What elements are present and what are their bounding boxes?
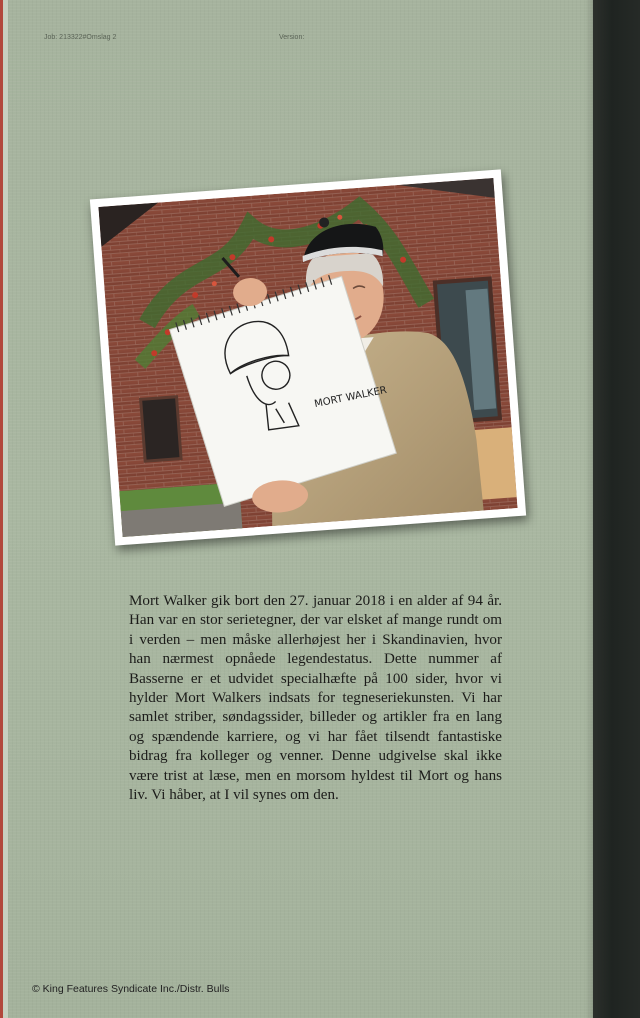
copyright-notice: © King Features Syndicate Inc./Distr. Bulls xyxy=(32,983,230,995)
magazine-spine xyxy=(593,0,640,1018)
print-job-label: Job: 213322#Omslag 2 xyxy=(44,34,117,41)
spine-shadow xyxy=(585,0,593,1018)
tribute-paragraph: Mort Walker gik bort den 27. januar 2018 i en alder af 94 år. Han var en stor serietegner, der var elsket af mange rundt om i verden – men måske allerhøjest her i Skandinavien, hvor han nærmest opnåede legendestatus. Dette nummer af Basserne er et udvidet specialhæfte på 100 sider, hvor vi hylder Mort Walkers indsats for tegneseriekunsten. Vi har samlet striber, søndagssider, billeder og artikler fra en lang og spændende karriere, og vi har fået tilsendt fantastiske bidrag fra kolleger og venner. Denne udgivelse skal ikke være trist at læse, men en morsom hyldest til Mort og hans liv. Vi håber, at I vil synes om den. xyxy=(129,593,502,804)
mort-walker-photo xyxy=(98,178,517,537)
photo-frame xyxy=(90,169,526,545)
signature: MORT WALKER xyxy=(313,384,388,411)
window-left xyxy=(141,397,181,461)
print-version-label: Version: xyxy=(279,34,305,41)
page-left-edge xyxy=(0,0,8,1018)
